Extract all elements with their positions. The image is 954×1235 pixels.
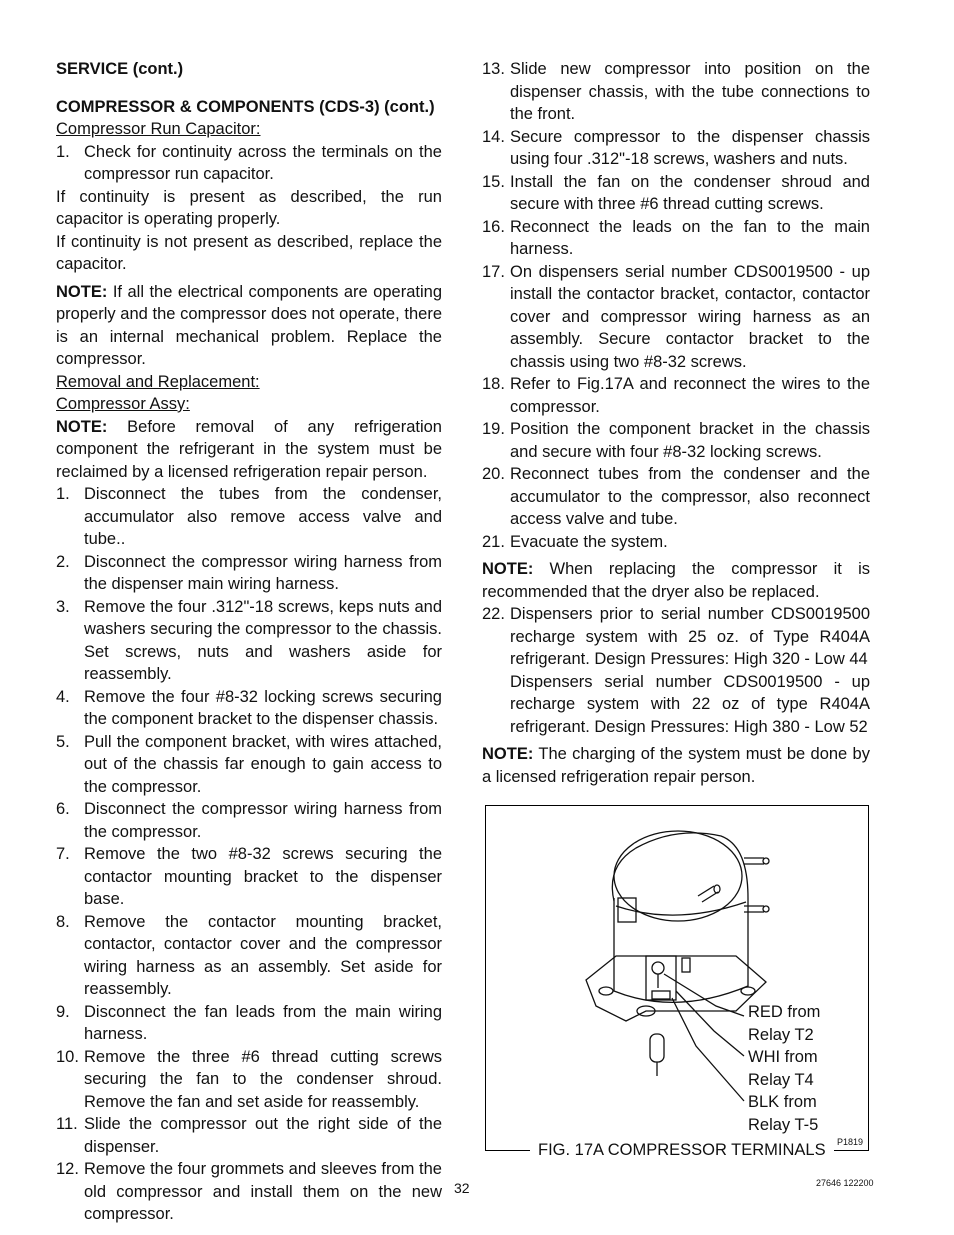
note-electrical (56, 281, 442, 371)
list-item (56, 731, 442, 799)
step-text: Remove the four grommets and sleeves from the old compressor and install them on the new compressor. (84, 1160, 442, 1223)
step-number: 4. (56, 687, 70, 706)
step-number: 2. (56, 552, 70, 571)
step-number: 9. (56, 1002, 70, 1021)
list-item (56, 911, 442, 1001)
step-text: Evacuate the system. (510, 532, 668, 551)
list-item (56, 1158, 442, 1226)
note-dryer (482, 558, 870, 603)
step-text: Remove the four #8-32 locking screws securing the component bracket to the dispenser chassis. (84, 687, 442, 728)
list-item (482, 418, 870, 463)
step-text: Disconnect the compressor wiring harness from the dispenser main wiring harness. (84, 552, 442, 593)
step-number: 14. (482, 127, 505, 146)
note-label: NOTE: (482, 560, 534, 578)
step-number: 5. (56, 732, 70, 751)
callout-whi-from: WHI from (748, 1048, 818, 1066)
step22-prior-text: Dispensers prior to serial number CDS0019500 recharge system with 25 oz. of Type R404A refrigerant. Design Pressures: High 320 - Low 44 (510, 605, 870, 668)
list-item (56, 596, 442, 686)
step-number: 19. (482, 420, 505, 438)
list-item (482, 261, 870, 374)
list-item (56, 1113, 442, 1158)
step-number: 3. (56, 597, 70, 616)
list-item (56, 483, 442, 551)
list-item (482, 58, 870, 126)
step-number: 17. (482, 262, 505, 281)
note-text: If all the electrical components are operating properly and the compressor does not operate, there is an internal mechanical problem. Replace the compressor. (56, 282, 442, 368)
step-number: 18. (482, 375, 505, 393)
note-text: The charging of the system must be done by a licensed refrigeration repair person. (482, 745, 870, 786)
left-column (56, 58, 442, 1226)
step-number: 7. (56, 845, 70, 863)
step-text: Slide new compressor into position on the dispenser chassis, with the tube connections to the front. (510, 60, 870, 123)
step-text: Disconnect the tubes from the condenser, accumulator also remove access valve and tube.. (84, 485, 442, 548)
list-item (482, 171, 870, 216)
step-number: 1. (56, 485, 70, 503)
step-number: 10. (56, 1047, 79, 1066)
note-charging (482, 743, 870, 788)
list-item (482, 603, 870, 738)
service-heading: SERVICE (cont.) (56, 60, 184, 78)
removal-steps-list (56, 483, 442, 1226)
list-item (56, 798, 442, 843)
list-item (56, 551, 442, 596)
continuity-bad-text: If continuity is not present as described, replace the capacitor. (56, 232, 442, 273)
document-code: 27646 122200 (816, 1178, 874, 1188)
callout-relay-t5: Relay T-5 (748, 1116, 819, 1134)
step-number: 20. (482, 465, 505, 483)
figure-box (485, 805, 869, 1151)
figure-code: P1819 (837, 1137, 864, 1147)
step-text: Disconnect the compressor wiring harness from the compressor. (84, 800, 442, 841)
step-text: Install the fan on the condenser shroud and secure with three #6 thread cutting screws. (510, 172, 870, 213)
step-text: Slide the compressor out the right side of the dispenser. (84, 1115, 442, 1156)
note-text: Before removal of any refrigeration component the refrigerant in the system must be reclaimed by a licensed refrigeration repair person. (56, 417, 442, 481)
step-text: Pull the component bracket, with wires attached, out of the chassis far enough to gain access to the compressor. (84, 732, 442, 796)
step-number: 1. (56, 142, 70, 161)
step-text: Reconnect the leads on the fan to the main harness. (510, 217, 870, 258)
figure-caption: FIG. 17A COMPRESSOR TERMINALS (530, 1141, 834, 1160)
list-item (56, 843, 442, 911)
step-text: Remove the four .312"-18 screws, keps nuts and washers securing the compressor to the chassis. Set screws, nuts and washers aside for reassembly. (84, 597, 442, 683)
step-text: Remove the two #8-32 screws securing the contactor mounting bracket to the dispenser base. (84, 845, 442, 908)
callout-relay-t4: Relay T4 (748, 1071, 814, 1089)
assy-subheading: Compressor Assy: (56, 395, 190, 413)
list-item (482, 531, 870, 554)
replacement-steps-list (482, 58, 870, 553)
step-number: 22. (482, 605, 505, 623)
step-text: Check for continuity across the terminals on the compressor run capacitor. (84, 142, 442, 183)
list-item (56, 141, 442, 186)
step-text: Position the component bracket in the chassis and secure with four #8-32 locking screws. (510, 420, 870, 461)
continuity-ok-text: If continuity is present as described, the run capacitor is operating properly. (56, 187, 442, 228)
callout-blk-from: BLK from (748, 1093, 817, 1111)
list-item (56, 1001, 442, 1046)
list-item (482, 216, 870, 261)
callout-relay-t2: Relay T2 (748, 1026, 814, 1044)
step-number: 15. (482, 172, 505, 191)
list-item (482, 373, 870, 418)
removal-subheading: Removal and Replacement: (56, 372, 260, 391)
list-item (56, 686, 442, 731)
list-item (482, 126, 870, 171)
note-label: NOTE: (56, 282, 108, 301)
list-item (56, 1046, 442, 1114)
section-heading: COMPRESSOR & COMPONENTS (CDS-3) (cont.) (56, 97, 435, 116)
list-item (482, 463, 870, 531)
step-text: Remove the three #6 thread cutting screws securing the fan to the condenser shroud. Remove the fan and set aside for reassembly. (84, 1047, 442, 1111)
note-refrigerant (56, 416, 442, 484)
step-text: Reconnect tubes from the condenser and the accumulator to the compressor, also reconnect access valve and tube. (510, 465, 870, 528)
step-text: Remove the contactor mounting bracket, contactor, contactor cover and the compressor wiring harness as an assembly. Set aside for reassembly. (84, 912, 442, 998)
step22-up-text: Dispensers serial number CDS0019500 - up recharge system with 22 oz of type R404A refrigerant. Design Pressures: High 380 - Low 52 (510, 672, 870, 736)
step-number: 11. (56, 1115, 78, 1133)
step-text: Refer to Fig.17A and reconnect the wires to the compressor. (510, 375, 870, 416)
callout-red-from: RED from (748, 1003, 821, 1021)
page-number: 32 (454, 1180, 470, 1196)
capacitor-subheading: Compressor Run Capacitor: (56, 120, 261, 138)
note-text: When replacing the compressor it is recommended that the dryer also be replaced. (482, 560, 870, 601)
note-label: NOTE: (482, 745, 534, 763)
step-text: Secure compressor to the dispenser chassis using four .312"-18 screws, washers and nuts. (510, 127, 870, 168)
step-text: Disconnect the fan leads from the main wiring harness. (84, 1002, 442, 1043)
note-label: NOTE: (56, 417, 108, 436)
step-number: 12. (56, 1160, 79, 1178)
step-number: 8. (56, 912, 70, 931)
step-text (510, 603, 870, 738)
step-number: 16. (482, 217, 505, 236)
step-number: 13. (482, 60, 505, 78)
step-number: 21. (482, 532, 505, 551)
step-text: On dispensers serial number CDS0019500 - up install the contactor bracket, contactor, contactor cover and compressor wiring harness as an assembly. Secure contactor bracket to the chassis using two #8-32 screws. (510, 262, 870, 371)
step-number: 6. (56, 800, 70, 818)
right-column (482, 58, 870, 788)
